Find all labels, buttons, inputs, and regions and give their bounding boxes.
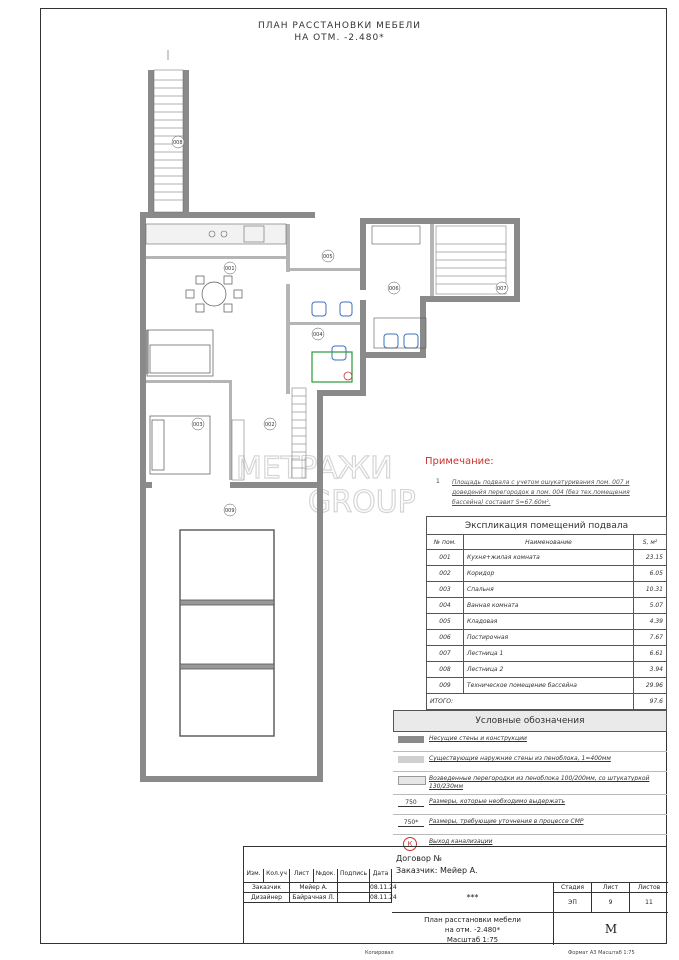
cell-name: Техническое помещение бассейна [464,678,634,694]
h-kol: Кол.уч [264,869,290,883]
h-list: Лист [290,869,314,883]
note-number: 1 [436,478,440,485]
svg-text:005: 005 [323,254,333,260]
outer-wall-swatch [398,756,424,763]
h-doc: №док. [314,869,338,883]
bearing-wall-swatch [398,736,424,743]
legend-text: Выход канализации [429,838,493,845]
explication-row [427,630,667,646]
total-value: 97.6 [634,694,667,710]
col-num-header: № пом. [427,535,464,550]
stair-007 [436,226,506,294]
legend-item [393,795,667,815]
plan-scale: Масштаб 1:75 [446,936,499,944]
cell-name: Кладовая [464,614,634,630]
h-izm: Изм. [244,869,264,883]
cell-num: 009 [427,678,464,694]
stage-value: ЭП [554,893,592,913]
svg-text:008: 008 [173,140,183,146]
partition-swatch [398,776,426,785]
legend-title: Условные обозначения [393,710,667,732]
stair-008 [154,50,183,212]
date-2: 08.11.24 [370,894,397,901]
svg-text:004: 004 [313,332,323,338]
stage-header: Стадия [554,883,592,893]
customer-person: Мейер А. [290,883,338,893]
explication-table [426,516,667,710]
explication-row [427,582,667,598]
format-label: Формат А3 Масштаб 1:75 [568,950,635,956]
svg-text:002: 002 [265,422,275,428]
cell-area: 23.15 [634,550,667,566]
plan-name-line2: на отм. -2.480* [444,926,501,934]
sheet-header: Лист [592,883,630,893]
watermark-line1: МЕТРАЖИ [236,451,393,486]
sewer-outlet-icon: К [403,837,417,851]
legend-item [393,732,667,752]
legend-text: Несущие стены и конструкции [429,735,527,742]
explication-row [427,598,667,614]
cell-num: 002 [427,566,464,582]
cell-area: 10.31 [634,582,667,598]
kitchen [146,224,286,244]
plan-name [392,913,554,945]
explication-row [427,646,667,662]
cell-name: Лестница 2 [464,662,634,678]
pool-room [180,530,274,736]
cell-num: 007 [427,646,464,662]
explication-rows [427,550,667,694]
cell-area: 29.96 [634,678,667,694]
role-designer: Дизайнер [244,893,290,903]
cell-name: Ванная комната [464,598,634,614]
legend-text: Существующие наружние стены из пеноблока, 1=400мм [429,755,611,762]
explication-row [427,550,667,566]
explication-row [427,662,667,678]
sheets-value: 11 [630,893,668,913]
cell-name: Постирочная [464,630,634,646]
plan-name-line1: План расстановки мебели [424,916,521,924]
watermark-logo [228,446,428,522]
cell-area: 3.94 [634,662,667,678]
title-block [243,846,667,944]
watermark-line2: GROUP [308,485,416,520]
col-name-header: Наименование [464,535,634,550]
legend-text: Возведенные перегородки из пеноблока 100/200мм, со штукатуркой 130/230мм [429,775,650,790]
explication-row [427,614,667,630]
cell-num: 005 [427,614,464,630]
explication-row [427,678,667,694]
cell-name: Спальня [464,582,634,598]
date-1: 08.11.24 [370,884,397,891]
cell-num: 001 [427,550,464,566]
note-text: Площадь подвала с учетом ошукатуривания пом. 007 и доведенйя перегородок в пом. 004 (без тех.помещения бассейна) составит S=67.60м². [452,479,630,506]
sheets-header: Листов [630,883,668,893]
designer-person: Байрачная Л. [290,893,338,903]
cell-num: 006 [427,630,464,646]
cell-area: 6.61 [634,646,667,662]
legend-item [393,815,667,835]
svg-text:007: 007 [497,286,507,292]
dining-table [186,276,242,312]
sign-2 [338,893,370,903]
svg-text:001: 001 [225,266,235,272]
role-customer: Заказчик [244,883,290,893]
dimension-check-symbol: 750* [398,819,424,827]
cell-num: 004 [427,598,464,614]
svg-text:009: 009 [225,508,235,514]
cell-area: 7.67 [634,630,667,646]
explication-row [427,566,667,582]
legend-item [393,772,667,795]
legend [393,710,667,854]
cell-area: 5.07 [634,598,667,614]
legend-text: Размеры, которые необходимо выдержать [429,798,566,805]
contract-info [392,847,668,883]
total-label: ИТОГО: [427,694,634,710]
sign-1 [338,883,370,893]
col-area-header: S, м² [634,535,667,550]
legend-text: Размеры, требующие уточнения в процессе СМР [429,818,584,825]
h-sign: Подпись [338,869,370,883]
cell-num: 008 [427,662,464,678]
studio-logo: M [604,922,618,936]
h-date: Дата [370,869,392,883]
cell-name: Лестница 1 [464,646,634,662]
sofa [147,330,213,376]
cell-area: 4.39 [634,614,667,630]
cell-area: 6.05 [634,566,667,582]
cell-name: Кухня+жилая комната [464,550,634,566]
dimension-symbol: 750 [398,799,424,807]
cell-name: Коридор [464,566,634,582]
explication-title: Экспликация помещений подвала [427,517,667,535]
customer-name: Заказчик: Мейер А. [396,866,478,875]
sheet-value: 9 [592,893,630,913]
contract-number: Договор № [396,854,442,863]
cell-num: 003 [427,582,464,598]
project-stars: *** [392,883,554,913]
drawing-title-line2: НА ОТМ. -2.480* [294,33,385,43]
note-title: Примечание: [425,456,494,467]
svg-text:006: 006 [389,286,399,292]
svg-text:003: 003 [193,422,203,428]
drawing-title-line1: ПЛАН РАССТАНОВКИ МЕБЕЛИ [258,21,421,31]
legend-item [393,752,667,772]
copied-label: Копировал [365,950,394,956]
